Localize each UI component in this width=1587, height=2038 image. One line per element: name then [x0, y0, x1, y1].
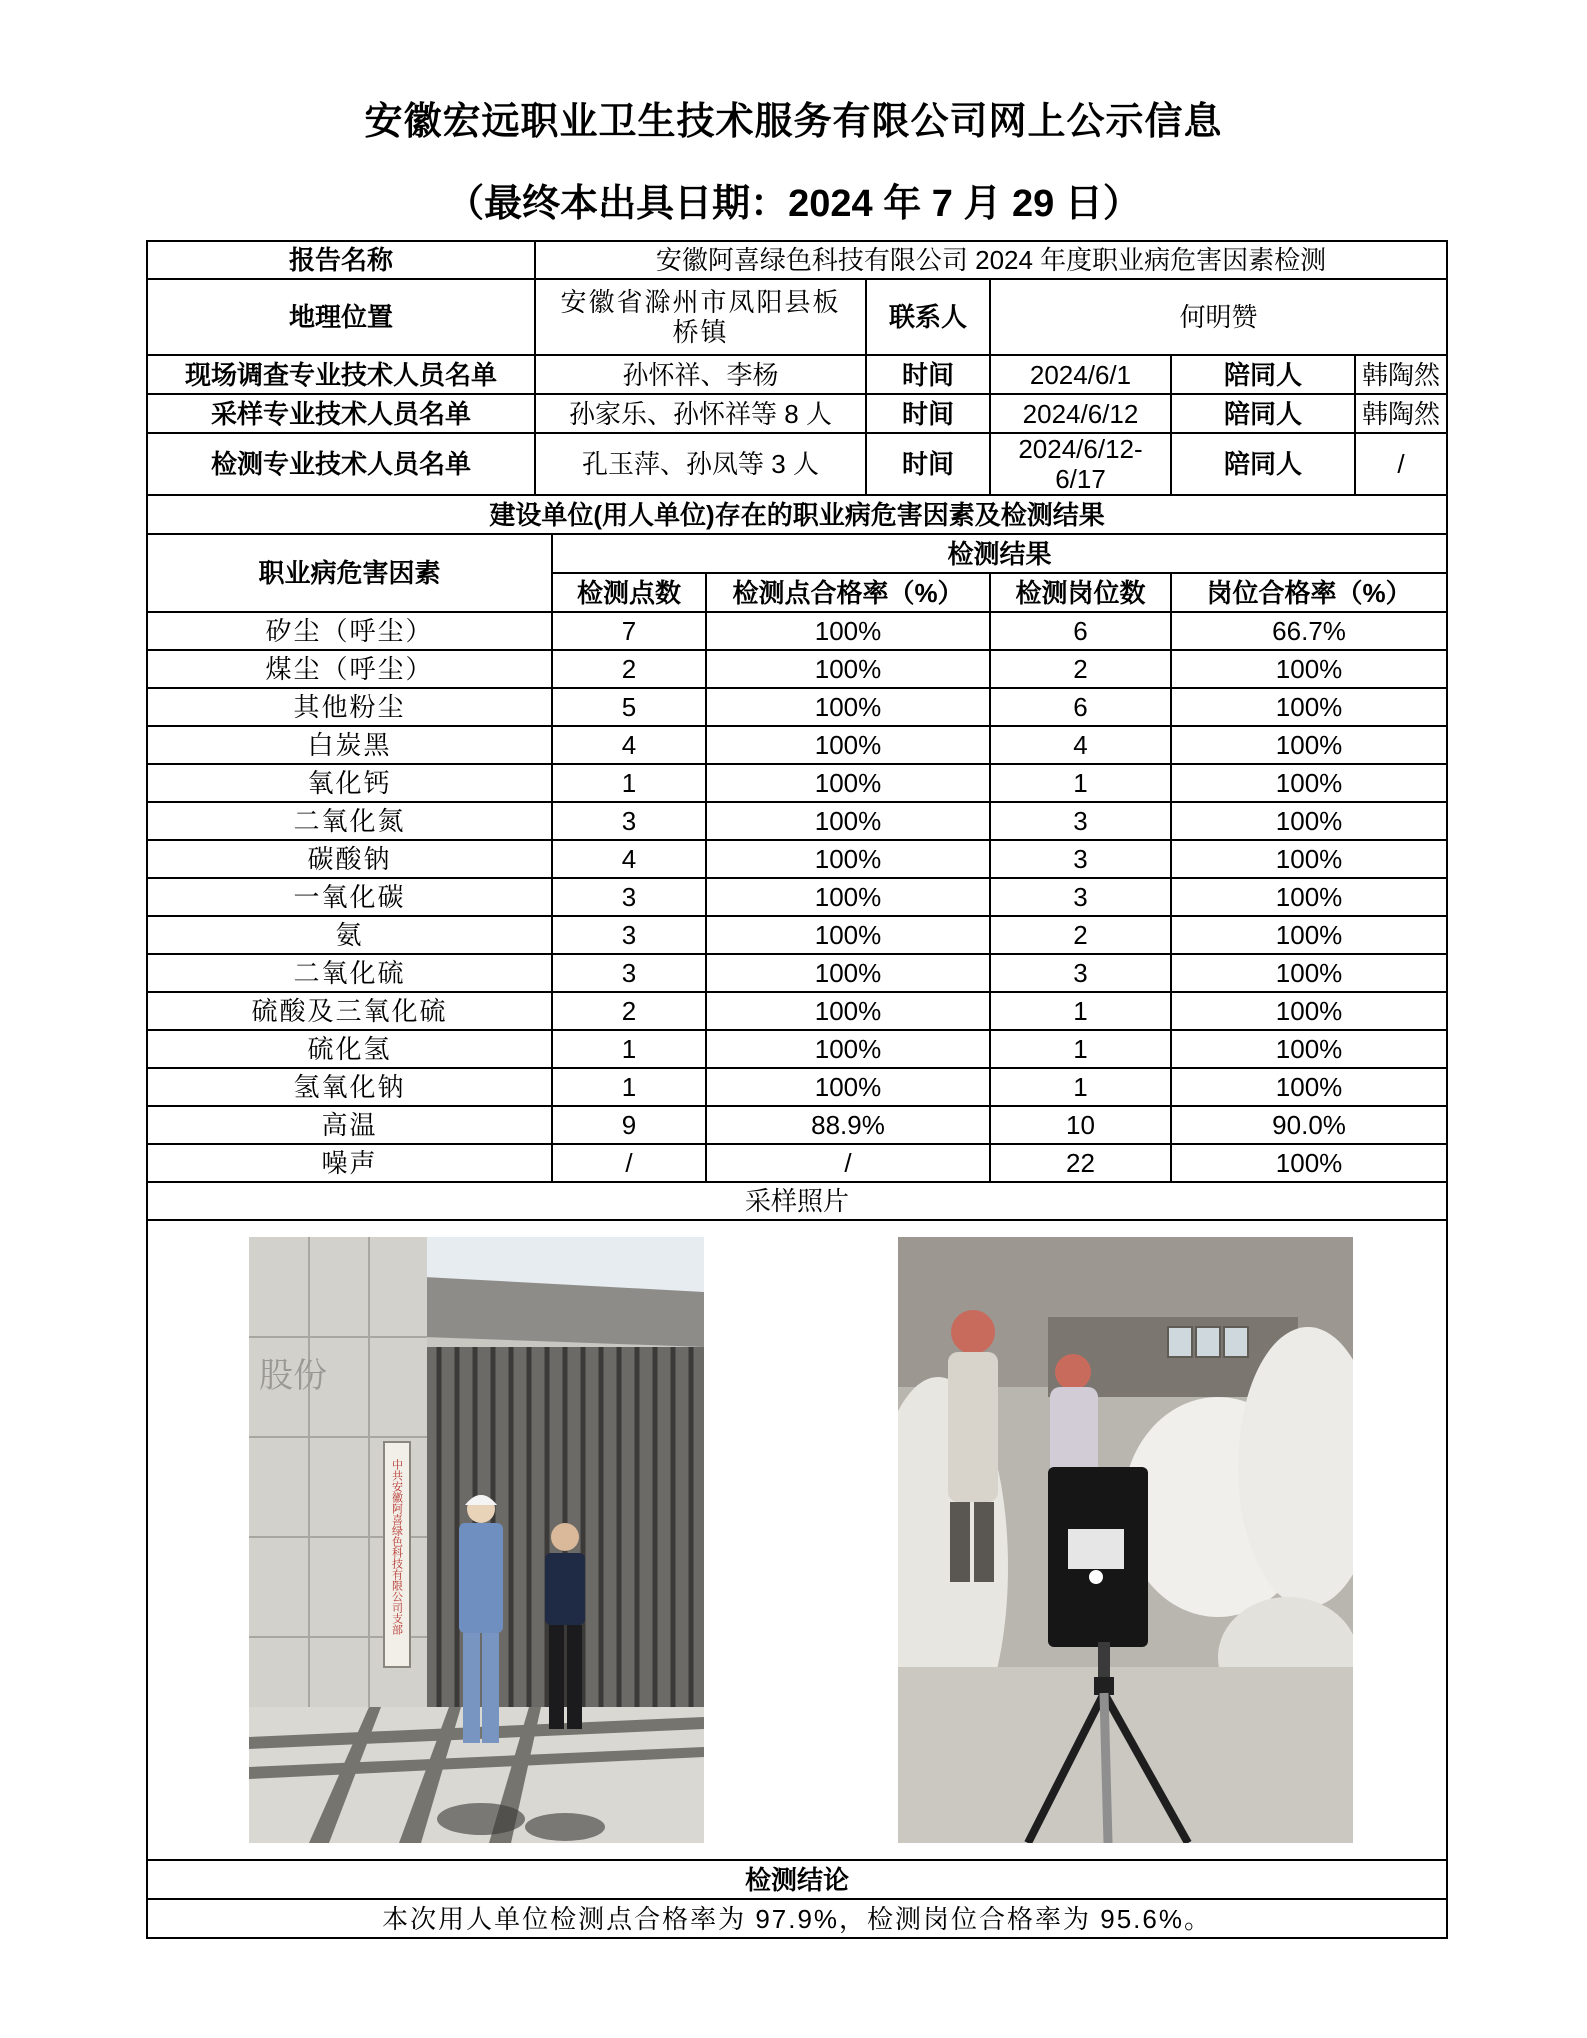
issue-date: （最终本出具日期：2024 年 7 月 29 日）: [446, 183, 1141, 225]
post-pass-rate: 100%: [1171, 802, 1447, 840]
point-count: 2: [552, 992, 706, 1030]
photo-factory-gate: [249, 1237, 704, 1843]
staff-label: 现场调查专业技术人员名单: [147, 355, 535, 394]
staff-names: 孔玉萍、孙凤等 3 人: [535, 433, 866, 495]
report-table: [146, 240, 1448, 1939]
photos-label-row: [147, 1182, 1447, 1220]
factor-name: 硫酸及三氧化硫: [147, 992, 552, 1030]
staff-companion: 韩陶然: [1355, 394, 1447, 433]
point-count: 3: [552, 954, 706, 992]
factor-name: 噪声: [147, 1144, 552, 1182]
point-count: 4: [552, 726, 706, 764]
post-count: 3: [990, 802, 1171, 840]
post-count: 1: [990, 992, 1171, 1030]
section-title-row: [147, 495, 1447, 534]
time-label: 时间: [866, 433, 990, 495]
point-count: 2: [552, 650, 706, 688]
post-count: 1: [990, 1068, 1171, 1106]
factor-name: 硫化氢: [147, 1030, 552, 1068]
post-pass-rate: 100%: [1171, 764, 1447, 802]
factor-name: 碳酸钠: [147, 840, 552, 878]
factor-name: 氧化钙: [147, 764, 552, 802]
page-title: 安徽宏远职业卫生技术服务有限公司网上公示信息: [364, 101, 1223, 143]
time-label: 时间: [866, 355, 990, 394]
point-count: 9: [552, 1106, 706, 1144]
result-row: [147, 916, 1447, 954]
conclusion-label: 检测结论: [147, 1860, 1447, 1899]
wall-lettering: 股份: [259, 1356, 327, 1396]
staff-time: 2024/6/12: [990, 394, 1171, 433]
factor-name: 白炭黑: [147, 726, 552, 764]
staff-names: 孙家乐、孙怀祥等 8 人: [535, 394, 866, 433]
post-pass-rate: 100%: [1171, 840, 1447, 878]
point-count: 5: [552, 688, 706, 726]
staff-row: [147, 355, 1447, 394]
post-count: 6: [990, 612, 1171, 650]
result-row: [147, 650, 1447, 688]
result-row: [147, 612, 1447, 650]
staff-time: 2024/6/12-6/17: [990, 433, 1171, 495]
point-pass-rate: 100%: [706, 840, 990, 878]
post-pass-rate: 100%: [1171, 1030, 1447, 1068]
factor-name: 矽尘（呼尘）: [147, 612, 552, 650]
report-name-row: [147, 241, 1447, 279]
point-pass-rate: 100%: [706, 954, 990, 992]
point-count: 3: [552, 802, 706, 840]
post-count: 3: [990, 878, 1171, 916]
conclusion-text: 本次用人单位检测点合格率为 97.9%，检测岗位合格率为 95.6%。: [147, 1899, 1447, 1938]
result-row: [147, 688, 1447, 726]
staff-companion: 韩陶然: [1355, 355, 1447, 394]
col-header-point-rate: 检测点合格率（%）: [706, 573, 990, 612]
point-pass-rate: 100%: [706, 992, 990, 1030]
photos-area: [148, 1221, 1446, 1859]
post-pass-rate: 90.0%: [1171, 1106, 1447, 1144]
col-header-posts: 检测岗位数: [990, 573, 1171, 612]
post-count: 4: [990, 726, 1171, 764]
result-row: [147, 1030, 1447, 1068]
staff-label: 采样专业技术人员名单: [147, 394, 535, 433]
staff-time: 2024/6/1: [990, 355, 1171, 394]
location-row: [147, 279, 1447, 355]
location-value: 安徽省滁州市凤阳县板桥镇: [535, 279, 866, 355]
result-row: [147, 1106, 1447, 1144]
post-pass-rate: 66.7%: [1171, 612, 1447, 650]
point-count: 3: [552, 916, 706, 954]
photo-sampling-site: [898, 1237, 1353, 1843]
point-pass-rate: 100%: [706, 726, 990, 764]
staff-companion: /: [1355, 433, 1447, 495]
point-count: 7: [552, 612, 706, 650]
result-row: [147, 1144, 1447, 1182]
photos-label: 采样照片: [147, 1182, 1447, 1220]
post-count: 2: [990, 916, 1171, 954]
report-name-value: 安徽阿喜绿色科技有限公司 2024 年度职业病危害因素检测: [535, 241, 1447, 279]
photos-row: [147, 1220, 1447, 1860]
post-pass-rate: 100%: [1171, 992, 1447, 1030]
result-row: [147, 726, 1447, 764]
result-row: [147, 764, 1447, 802]
post-pass-rate: 100%: [1171, 916, 1447, 954]
location-label: 地理位置: [147, 279, 535, 355]
post-count: 22: [990, 1144, 1171, 1182]
point-count: 4: [552, 840, 706, 878]
companion-label: 陪同人: [1171, 433, 1355, 495]
result-row: [147, 1068, 1447, 1106]
post-pass-rate: 100%: [1171, 1144, 1447, 1182]
point-pass-rate: /: [706, 1144, 990, 1182]
result-rows: [147, 612, 1447, 1182]
post-count: 1: [990, 1030, 1171, 1068]
results-header: 检测结果: [552, 534, 1447, 573]
staff-names: 孙怀祥、李杨: [535, 355, 866, 394]
point-count: 1: [552, 764, 706, 802]
conclusion-label-row: [147, 1860, 1447, 1899]
time-label: 时间: [866, 394, 990, 433]
point-pass-rate: 100%: [706, 764, 990, 802]
post-count: 6: [990, 688, 1171, 726]
post-count: 3: [990, 954, 1171, 992]
results-header-row: [147, 534, 1447, 573]
point-pass-rate: 100%: [706, 650, 990, 688]
factor-name: 高温: [147, 1106, 552, 1144]
companion-label: 陪同人: [1171, 355, 1355, 394]
point-count: 1: [552, 1030, 706, 1068]
factor-name: 二氧化硫: [147, 954, 552, 992]
post-pass-rate: 100%: [1171, 878, 1447, 916]
post-count: 2: [990, 650, 1171, 688]
factor-name: 煤尘（呼尘）: [147, 650, 552, 688]
conclusion-row: [147, 1899, 1447, 1938]
factor-name: 氨: [147, 916, 552, 954]
post-count: 10: [990, 1106, 1171, 1144]
point-pass-rate: 100%: [706, 916, 990, 954]
result-row: [147, 954, 1447, 992]
post-pass-rate: 100%: [1171, 1068, 1447, 1106]
party-branch-sign: 中共安徽阿喜绿色科技有限公司支部: [390, 1459, 404, 1635]
point-count: 1: [552, 1068, 706, 1106]
post-pass-rate: 100%: [1171, 954, 1447, 992]
col-header-points: 检测点数: [552, 573, 706, 612]
point-pass-rate: 88.9%: [706, 1106, 990, 1144]
point-pass-rate: 100%: [706, 1068, 990, 1106]
factor-name: 其他粉尘: [147, 688, 552, 726]
factor-name: 一氧化碳: [147, 878, 552, 916]
factor-name: 二氧化氮: [147, 802, 552, 840]
result-row: [147, 840, 1447, 878]
point-count: 3: [552, 878, 706, 916]
staff-row: [147, 394, 1447, 433]
post-pass-rate: 100%: [1171, 650, 1447, 688]
point-count: /: [552, 1144, 706, 1182]
contact-label: 联系人: [866, 279, 990, 355]
point-pass-rate: 100%: [706, 802, 990, 840]
contact-value: 何明赞: [990, 279, 1447, 355]
result-row: [147, 992, 1447, 1030]
point-pass-rate: 100%: [706, 612, 990, 650]
post-pass-rate: 100%: [1171, 688, 1447, 726]
post-count: 1: [990, 764, 1171, 802]
factor-name: 氢氧化钠: [147, 1068, 552, 1106]
companion-label: 陪同人: [1171, 394, 1355, 433]
report-name-label: 报告名称: [147, 241, 535, 279]
post-pass-rate: 100%: [1171, 726, 1447, 764]
point-pass-rate: 100%: [706, 688, 990, 726]
factor-header: 职业病危害因素: [147, 534, 552, 612]
section-title: 建设单位(用人单位)存在的职业病危害因素及检测结果: [147, 495, 1447, 534]
result-row: [147, 802, 1447, 840]
post-count: 3: [990, 840, 1171, 878]
point-pass-rate: 100%: [706, 1030, 990, 1068]
staff-row: [147, 433, 1447, 495]
result-row: [147, 878, 1447, 916]
point-pass-rate: 100%: [706, 878, 990, 916]
col-header-post-rate: 岗位合格率（%）: [1171, 573, 1447, 612]
staff-label: 检测专业技术人员名单: [147, 433, 535, 495]
